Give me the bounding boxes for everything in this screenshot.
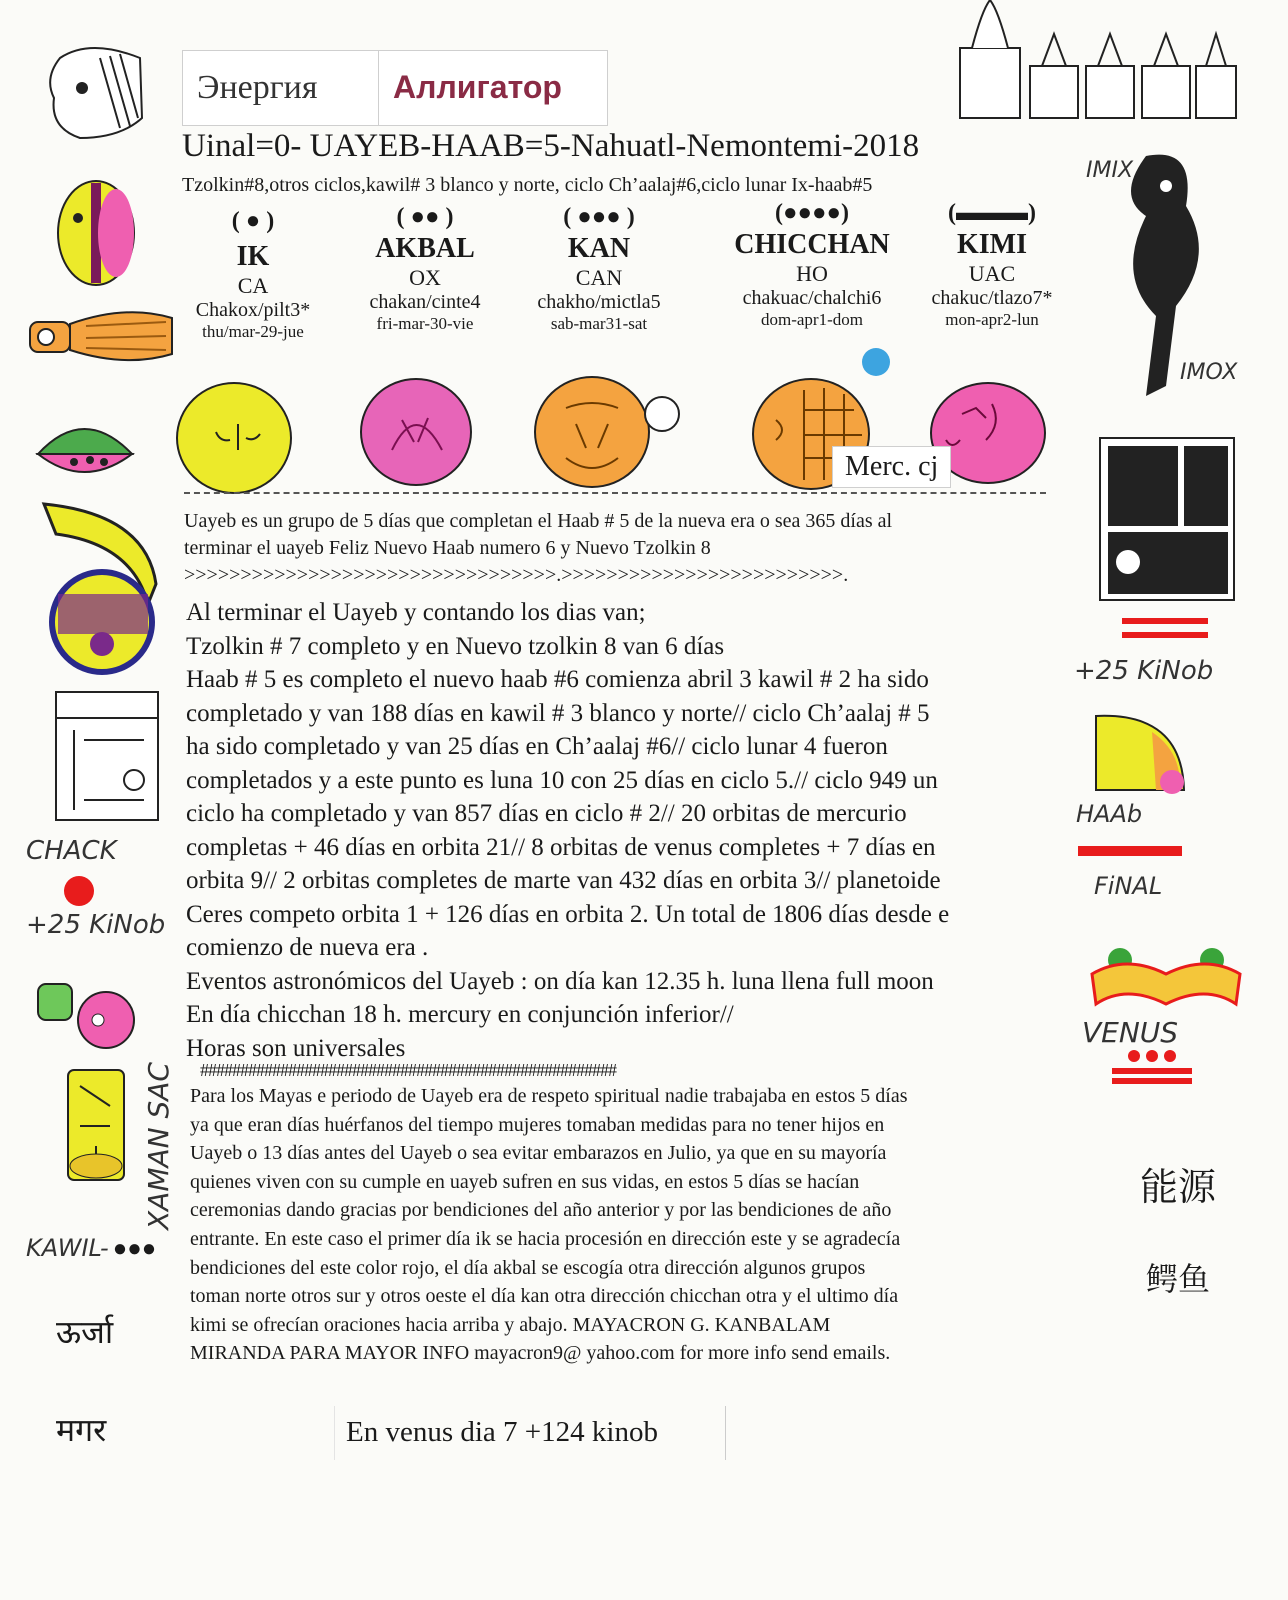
ik-glyph-icon [176,382,292,494]
main-text-line: ha sido completado y van 25 días en Ch’aalaj #6// ciclo lunar 4 fueron [186,733,888,760]
day-dots: ( ● ) [231,208,275,234]
kawil-dots-icon: ●●● [112,1236,157,1262]
hindi-energy: ऊर्जा [56,1313,114,1351]
main-text-line: En día chicchan 18 h. mercury en conjunción inferior// [186,1001,734,1028]
haab-label: HAAb [1076,800,1143,828]
day-name: AKBAL [375,233,475,264]
day-date: dom-apr1-dom [761,310,863,329]
square-glyph-icon [54,690,160,822]
paragraph-line: quienes viven con su cumple en uayeb sufren en sus vidas, en estos 5 días se hacían [190,1170,860,1193]
intro-text [184,508,892,589]
main-text-line: completado y van 188 días en kawil # 3 blanco y norte// ciclo Ch’aalaj # 5 [186,699,930,727]
haab-small-glyph-icon [1092,712,1188,794]
day-column-kan [514,204,684,334]
merc-text: Merc. cj [845,451,939,482]
orange-feather-icon [26,304,176,368]
alligator-label-ru [378,50,608,126]
mercury-dot-icon [862,348,890,376]
day-alt-name: HO [796,261,828,286]
main-text-line: Ceres competo orbita 1 + 126 días en orbita 2. Un total de 1806 días desde e [186,900,950,928]
kan-glyph-icon [534,376,650,488]
paragraph-line: ya que eran días huérfanos del tiempo mujeres tomaban medidas para no tener hijos en [190,1113,885,1136]
mayan-head-icon [30,38,158,150]
divider [184,492,1046,494]
page-title: Uinal=0- UAYEB-HAAB=5-Nahuatl-Nemontemi-2018 [182,128,920,164]
day-date: sab-mar31-sat [550,314,648,333]
day-nahuatl: chakuc/tlazo7* [931,287,1053,309]
red-bars-icon [1122,618,1208,644]
hash-divider: #################################################### [200,1060,616,1080]
main-text-line: comienzo de nueva era . [186,934,429,961]
paragraph-line: Uayeb o 13 días antes del Uayeb o sea evitar embarazos en Julio, ya que en su mayoría [190,1142,887,1165]
day-date: thu/mar-29-jue [202,322,304,341]
day-dots: ( ●● ) [396,204,454,230]
imix-label: IMIX [1086,158,1134,183]
main-text-line: ciclo ha completado y van 857 días en ciclo # 2// 20 orbitas de mercurio [186,800,907,827]
day-name: CHICCHAN [734,229,890,260]
main-text-line: orbita 9// 2 orbitas completes de marte van 432 días en orbita 3// planetoide [186,867,941,894]
energy-text: Энергия [197,69,318,106]
day-dots: (●●●●) [775,200,849,226]
kawil-row [26,1234,156,1263]
main-text-line: Haab # 5 es completo el nuevo haab #6 comienza abril 3 kawil # 2 ha sido [186,666,929,693]
akbal-glyph-icon [360,378,472,486]
day-dots: (▬▬▬) [948,200,1036,226]
main-text-line: completados y a este punto es luna 10 con 25 días en ciclo 5.// ciclo 949 un [186,766,938,794]
day-alt-name: CAN [575,265,623,290]
haab-glyph-icon [1098,436,1236,602]
main-text [186,596,949,1065]
page-subtitle: Tzolkin#8,otros ciclos,kawil# 3 blanco y norte, ciclo Ch’aalaj#6,ciclo lunar Ix-haab#5 [182,174,873,196]
final-arrow-icon [1078,846,1182,856]
day-nahuatl: chakho/mictla5 [537,291,661,313]
energy-label-ru [182,50,382,126]
paragraph-line: toman norte otros sur y otros oeste el día kan otra dirección chicchan otra y el ultimo día [190,1285,899,1308]
day-alt-name: UAC [968,261,1016,286]
yellow-pink-glyph-icon [54,178,138,288]
main-text-line: completas + 46 días en orbita 21// 8 orbitas de venus completes + 7 días en [186,833,936,861]
alligator-text: Аллигатор [393,69,562,105]
paragraph-line: ceremonias dando gracias por bendiciones del año anterior y por las bendiciones de año [190,1199,892,1222]
day-dots: ( ●●● ) [563,204,635,230]
merc-label [832,446,951,488]
day-column-chicchan [722,200,902,330]
footer-text: En venus dia 7 +124 kinob [346,1416,658,1448]
paragraph-line: bendiciones del este color rojo, el día akbal se escogía otra dirección algunos grupos [190,1256,866,1279]
chinese-croc: 鳄鱼 [1146,1260,1211,1298]
venus-label: VENUS [1082,1016,1179,1049]
day-nahuatl: chakuac/chalchi6 [742,287,882,309]
kinob-right-label: +25 KiNob [1074,656,1214,686]
paragraph-line: MIRANDA PARA MAYOR INFO mayacron9@ yahoo.com for more info send emails. [190,1342,891,1365]
main-text-line: Horas son universales [186,1034,406,1062]
final-label: FiNAL [1094,872,1163,900]
xaman-sac-label: XAMAN SAC [142,1062,175,1230]
main-text-line: Al terminar el Uayeb y contando los dias van; [186,599,646,626]
kan-small-circle [644,396,680,432]
day-nahuatl: chakan/cinte4 [369,291,481,313]
yellow-figure-icon [60,1066,132,1190]
day-column-akbal [340,204,510,334]
day-name: IK [236,241,270,272]
day-date: fri-mar-30-vie [376,314,474,333]
day-alt-name: CA [237,273,269,298]
intro-line-2: terminar el uayeb Feliz Nuevo Haab numero 6 y Nuevo Tzolkin 8 [184,537,711,559]
day-date: mon-apr2-lun [945,310,1039,329]
chinese-energy: 能源 [1140,1165,1217,1209]
watermelon-glyph-icon [34,414,136,488]
footer-box [334,1406,726,1460]
day-name: KIMI [957,229,1027,260]
main-text-line: Eventos astronómicos del Uayeb : on día kan 12.35 h. luna llena full moon [186,967,934,995]
green-pink-glyph-icon [36,980,136,1054]
imox-label: IMOX [1180,360,1238,385]
main-text-line: Tzolkin # 7 completo y en Nuevo tzolkin 8 van 6 días [186,632,725,660]
plant-pots-icon [952,0,1242,124]
kawil-label: KAWIL- [26,1234,109,1262]
venus-glyph-icon [1086,944,1246,1014]
day-nahuatl: Chakox/pilt3* [195,299,311,321]
hindi-croc: मगर [56,1411,107,1449]
paragraph-text [190,1082,908,1368]
chack-label: CHACK [26,836,117,866]
red-dot-icon [64,876,94,906]
day-column-ik [178,208,328,342]
day-name: KAN [567,233,631,264]
day-alt-name: OX [409,265,441,290]
moon-glyph-icon [36,494,166,684]
day-column-kimi [912,200,1072,330]
paragraph-line: entrante. En este caso el primer día ik se hacia procesión en dirección este y se agradecía [190,1227,901,1250]
venus-number-icon [1112,1050,1192,1090]
intro-line-1: Uayeb es un grupo de 5 días que completan el Haab # 5 de la nueva era o sea 365 días al [184,510,893,532]
paragraph-line: kimi se ofrecían oraciones hacia arriba y abajo. MAYACRON G. KANBALAM [190,1313,831,1336]
kinob-left-label: +25 KiNob [26,910,166,940]
intro-arrows: >>>>>>>>>>>>>>>>>>>>>>>>>>>>>>>>>.>>>>>>>>>>>>>>>>>>>>>>>>>. [184,564,849,586]
paragraph-line: Para los Mayas e periodo de Uayeb era de respeto spiritual nadie trabajaba en estos 5 días [190,1085,908,1107]
